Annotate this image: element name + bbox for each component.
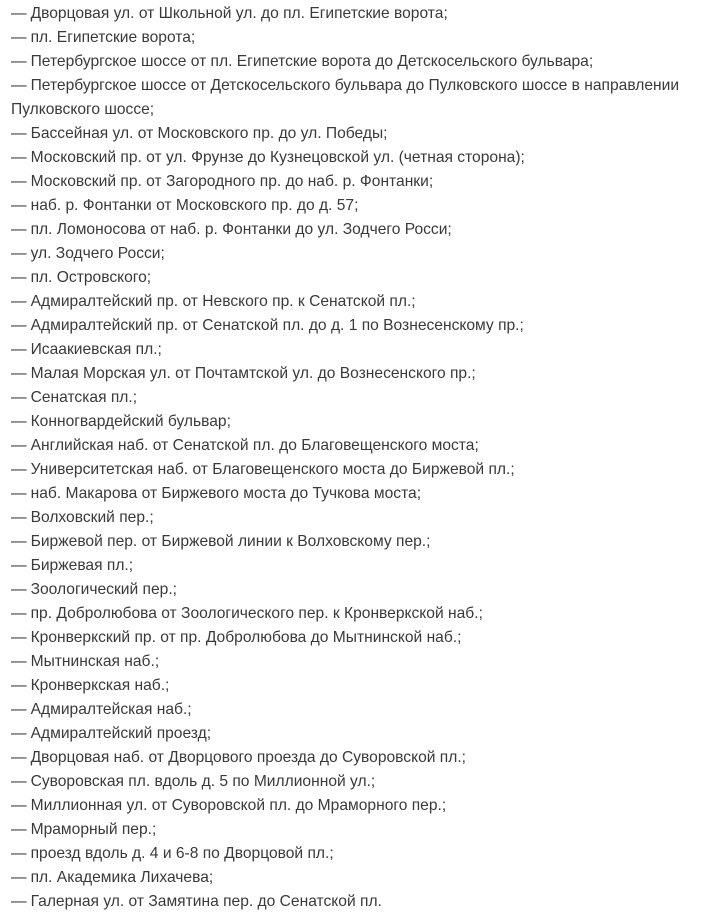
list-dash: —: [11, 557, 27, 574]
list-item-text: Биржевая пл.;: [30, 557, 134, 574]
list-item-text: Исаакиевская пл.;: [30, 341, 162, 358]
list-item: [11, 218, 713, 242]
list-dash: —: [11, 533, 27, 550]
list-item: [11, 314, 713, 338]
list-item: [11, 170, 713, 194]
list-item-text: Миллионная ул. от Суворовской пл. до Мраморного пер.;: [30, 797, 447, 814]
list-dash: —: [11, 581, 27, 598]
list-dash: —: [11, 701, 27, 718]
list-item-text: Дворцовая наб. от Дворцового проезда до Суворовской пл.;: [30, 749, 466, 766]
list-dash: —: [11, 317, 27, 334]
list-dash: —: [11, 173, 27, 190]
list-dash: —: [11, 221, 27, 238]
list-item-text: Кронверкский пр. от пр. Добролюбова до Мытнинской наб.;: [30, 629, 462, 646]
list-item: [11, 74, 713, 122]
list-item-text: Московский пр. от Загородного пр. до наб. р. Фонтанки;: [30, 173, 434, 190]
list-item-text: Петербургское шоссе от Детскосельского бульвара до Пулковского шоссе в направлении Пулковского шоссе;: [11, 77, 680, 118]
list-item-text: Петербургское шоссе от пл. Египетские ворота до Детскосельского бульвара;: [30, 53, 594, 70]
list-dash: —: [11, 437, 27, 454]
list-item-text: Суворовская пл. вдоль д. 5 по Миллионной ул.;: [30, 773, 376, 790]
list-item-text: проезд вдоль д. 4 и 6-8 по Дворцовой пл.;: [30, 845, 334, 862]
list-item: [11, 242, 713, 266]
list-dash: —: [11, 245, 27, 262]
list-item-text: пл. Египетские ворота;: [30, 29, 196, 46]
list-dash: —: [11, 509, 27, 526]
list-dash: —: [11, 485, 27, 502]
list-item-text: Конногвардейский бульвар;: [30, 413, 231, 430]
list-dash: —: [11, 821, 27, 838]
list-item: [11, 338, 713, 362]
list-item-text: Адмиралтейский пр. от Сенатской пл. до д. 1 по Вознесенскому пр.;: [30, 317, 524, 334]
list-dash: —: [11, 77, 27, 94]
list-dash: —: [11, 413, 27, 430]
list-item-text: наб. Макарова от Биржевого моста до Тучкова моста;: [30, 485, 422, 502]
list-item: [11, 530, 713, 554]
list-item: [11, 386, 713, 410]
list-item: [11, 410, 713, 434]
list-item-text: Адмиралтейский проезд;: [30, 725, 212, 742]
list-item-text: Кронверкская наб.;: [30, 677, 170, 694]
list-item: [11, 866, 713, 890]
list-item: [11, 290, 713, 314]
list-item: [11, 434, 713, 458]
list-item-text: Мраморный пер.;: [30, 821, 157, 838]
list-item: [11, 2, 713, 26]
list-item: [11, 674, 713, 698]
list-dash: —: [11, 605, 27, 622]
street-list: [11, 2, 713, 914]
list-item: [11, 482, 713, 506]
list-item-text: Дворцовая ул. от Школьной ул. до пл. Египетские ворота;: [30, 5, 448, 22]
list-dash: —: [11, 389, 27, 406]
list-item-text: ул. Зодчего Росси;: [30, 245, 165, 262]
list-item: [11, 650, 713, 674]
list-item: [11, 794, 713, 818]
list-item: [11, 362, 713, 386]
list-dash: —: [11, 653, 27, 670]
list-dash: —: [11, 293, 27, 310]
list-dash: —: [11, 845, 27, 862]
list-dash: —: [11, 629, 27, 646]
list-item: [11, 50, 713, 74]
list-item-text: пл. Островского;: [30, 269, 152, 286]
list-item: [11, 890, 713, 914]
list-dash: —: [11, 773, 27, 790]
list-dash: —: [11, 5, 27, 22]
list-dash: —: [11, 53, 27, 70]
list-item-text: Бассейная ул. от Московского пр. до ул. Победы;: [30, 125, 388, 142]
list-dash: —: [11, 365, 27, 382]
list-item-text: Мытнинская наб.;: [30, 653, 160, 670]
list-dash: —: [11, 749, 27, 766]
list-item: [11, 602, 713, 626]
list-item: [11, 146, 713, 170]
list-item-text: Малая Морская ул. от Почтамтской ул. до Вознесенского пр.;: [30, 365, 476, 382]
list-item-text: Университетская наб. от Благовещенского моста до Биржевой пл.;: [30, 461, 515, 478]
list-dash: —: [11, 677, 27, 694]
list-item: [11, 746, 713, 770]
list-dash: —: [11, 149, 27, 166]
list-dash: —: [11, 893, 27, 910]
list-item-text: Московский пр. от ул. Фрунзе до Кузнецовской ул. (четная сторона);: [30, 149, 525, 166]
list-item-text: пл. Ломоносова от наб. р. Фонтанки до ул. Зодчего Росси;: [30, 221, 452, 238]
list-dash: —: [11, 869, 27, 886]
list-item-text: Адмиралтейский пр. от Невского пр. к Сенатской пл.;: [30, 293, 416, 310]
list-item: [11, 194, 713, 218]
list-item-text: пл. Академика Лихачева;: [30, 869, 214, 886]
list-item-text: Адмиралтейская наб.;: [30, 701, 192, 718]
list-item: [11, 698, 713, 722]
list-item-text: наб. р. Фонтанки от Московского пр. до д. 57;: [30, 197, 359, 214]
list-dash: —: [11, 125, 27, 142]
list-item-text: Английская наб. от Сенатской пл. до Благовещенского моста;: [30, 437, 479, 454]
list-dash: —: [11, 29, 27, 46]
list-item: [11, 722, 713, 746]
list-dash: —: [11, 197, 27, 214]
list-item-text: Сенатская пл.;: [30, 389, 138, 406]
list-item-text: Зоологический пер.;: [30, 581, 177, 598]
list-item: [11, 818, 713, 842]
list-dash: —: [11, 725, 27, 742]
list-item: [11, 266, 713, 290]
list-item: [11, 842, 713, 866]
list-item-text: пр. Добролюбова от Зоологического пер. к Кронверкской наб.;: [30, 605, 483, 622]
list-dash: —: [11, 797, 27, 814]
list-item-text: Биржевой пер. от Биржевой линии к Волховскому пер.;: [30, 533, 431, 550]
list-dash: —: [11, 461, 27, 478]
list-dash: —: [11, 341, 27, 358]
list-item: [11, 26, 713, 50]
list-item-text: Волховский пер.;: [30, 509, 154, 526]
list-item: [11, 554, 713, 578]
list-item-text: Галерная ул. от Замятина пер. до Сенатской пл.: [30, 893, 382, 910]
list-item: [11, 458, 713, 482]
list-item: [11, 770, 713, 794]
list-dash: —: [11, 269, 27, 286]
list-item: [11, 122, 713, 146]
list-item: [11, 578, 713, 602]
list-item: [11, 506, 713, 530]
list-item: [11, 626, 713, 650]
